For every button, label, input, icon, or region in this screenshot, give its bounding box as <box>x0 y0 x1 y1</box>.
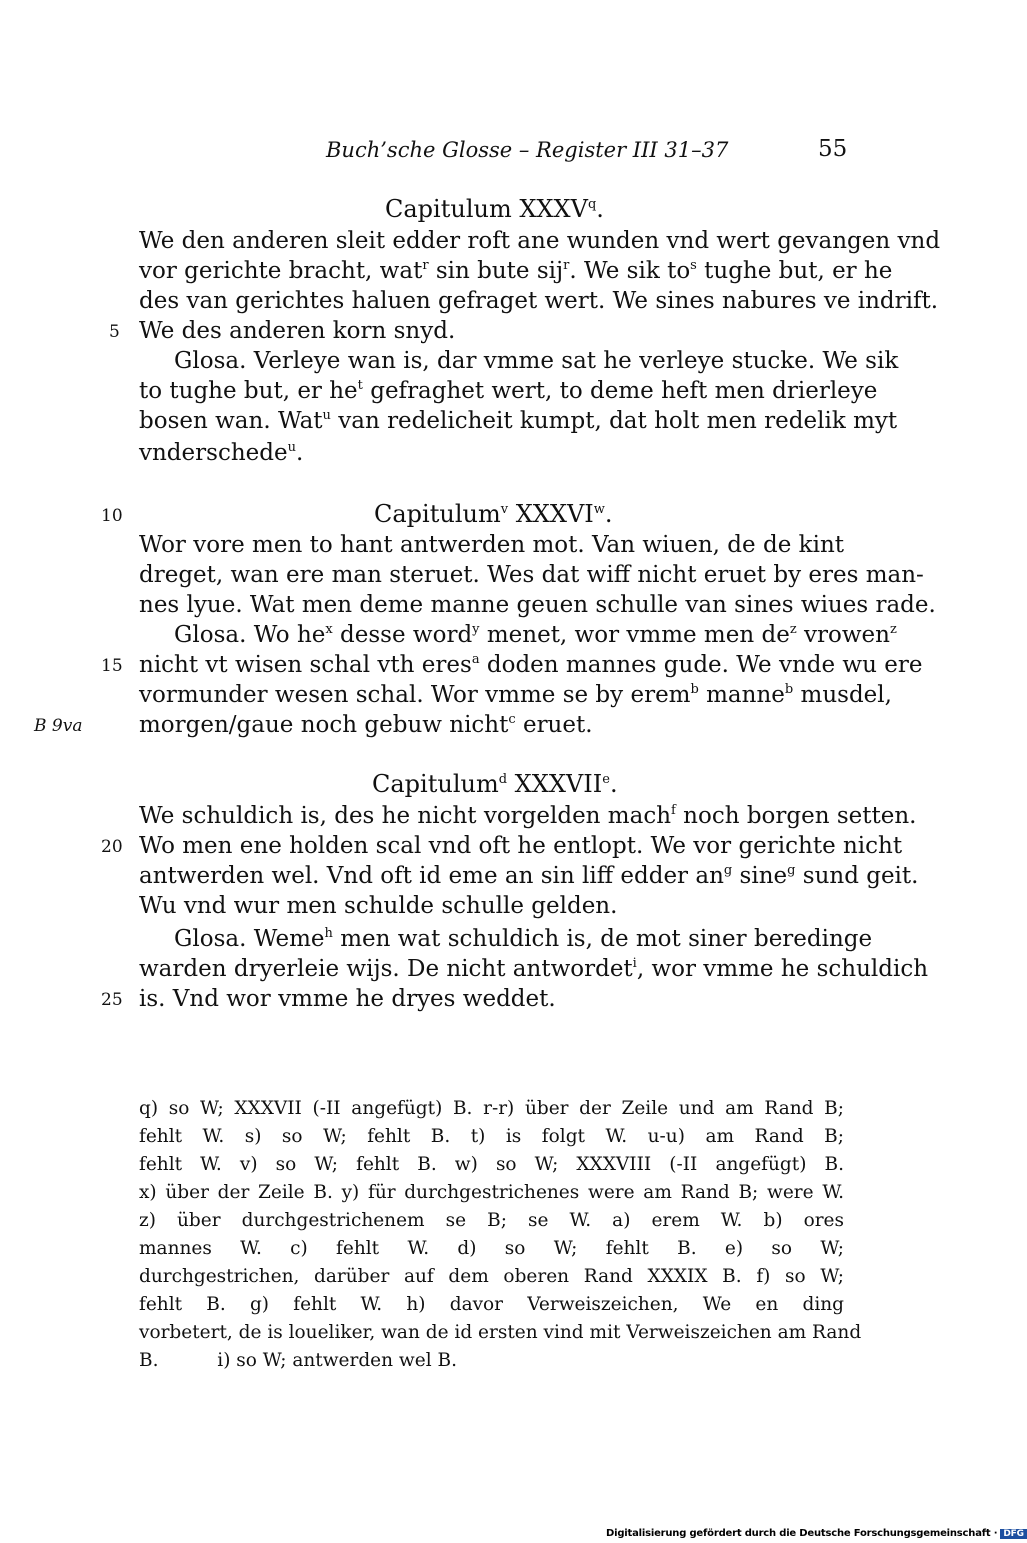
line-number: 25 <box>101 990 123 1010</box>
text-line: We den anderen sleit edder roft ane wunden vnd wert gevangen vnd <box>139 228 941 254</box>
dfg-logo: DFG <box>1000 1529 1026 1539</box>
chapter-heading: Capitulum$^v$ XXXVI$^w$. <box>374 500 613 528</box>
footnote-line: q) so W; XXXVII (-II angefügt) B. r-r) über der Zeile und am Rand B; <box>139 1098 844 1119</box>
text-line: warden dryerleie wijs. De nicht antwordet$^i$, wor vmme he schuldich <box>139 956 929 982</box>
footnote-line: fehlt W. s) so W; fehlt B. t) is folgt W. u-u) am Rand B; <box>139 1126 844 1147</box>
footnote-line: x) über der Zeile B. y) für durchgestrichenes were am Rand B; were W. <box>139 1182 844 1203</box>
text-line: We des anderen korn snyd. <box>139 318 456 344</box>
text-line: Glosa. Verleye wan is, dar vmme sat he verleye stucke. We sik <box>174 348 899 374</box>
text-line: vormunder wesen schal. Wor vmme se by erem$^b$ manne$^b$ musdel, <box>139 682 892 708</box>
page-number: 55 <box>818 136 848 162</box>
line-number: 20 <box>101 837 123 857</box>
chapter-heading: Capitulum$^d$ XXXVIIe. <box>372 770 618 798</box>
text-line: bosen wan. Wat$^u$ van redelicheit kumpt, dat holt men redelik myt <box>139 408 898 434</box>
text-line: dreget, wan ere man steruet. Wes dat wiff nicht eruet by eres man- <box>139 562 924 588</box>
line-number: 15 <box>101 656 123 676</box>
text-line: vnderschede$^u$. <box>139 440 304 466</box>
text-line: is. Vnd wor vmme he dryes weddet. <box>139 986 556 1012</box>
text-line: Glosa. Weme$^h$ men wat schuldich is, de mot siner beredinge <box>174 926 873 952</box>
footnote-line: B. i) so W; antwerden wel B. <box>139 1350 457 1371</box>
text-line: We schuldich is, des he nicht vorgelden mach$^f$ noch borgen setten. <box>139 803 917 829</box>
text-line: Wu vnd wur men schulde schulle gelden. <box>139 893 618 919</box>
text-line: to tughe but, er $he^t$ gefraghet wert, to deme heft men drierleye <box>139 378 878 404</box>
footnote-line: mannes W. c) fehlt W. d) so W; fehlt B. e) so W; <box>139 1238 844 1259</box>
text-line: vor gerichte bracht, wat$^r$ sin bute sij$^r$. We sik $to^s$ tughe but, er he <box>139 258 893 284</box>
footnote-line: fehlt W. v) so W; fehlt B. w) so W; XXXVIII (-II angefügt) B. <box>139 1154 844 1175</box>
text-line: morgen/gaue noch gebuw nicht$^c$ eruet. <box>139 712 593 738</box>
line-number: 5 <box>109 322 120 342</box>
running-header: Buch’sche Glosse – Register III 31–37 <box>326 138 729 162</box>
margin-reference: B 9va <box>34 716 83 736</box>
footnote-line: vorbetert, de is loueliker, wan de id ersten vind mit Verweiszeichen am Rand <box>139 1322 862 1343</box>
line-number: 10 <box>101 506 123 526</box>
chapter-heading: Capitulum XXXV$^q$. <box>385 195 604 223</box>
text-line: Glosa. Wo $he^x$ desse word$^y$ menet, wor vmme men $de^z$ vrowen$^z$ <box>174 622 897 648</box>
text-line: nicht vt wisen schal vth eres$^a$ doden mannes gude. We vnde wu ere <box>139 652 923 678</box>
text-line: Wor vore men to hant antwerden mot. Van wiuen, de de kint <box>139 532 844 558</box>
text-line: antwerden wel. Vnd oft id eme an sin liff edder $an^g$ sine$^g$ sund geit. <box>139 863 919 889</box>
text-line: des van gerichtes haluen gefraget wert. We sines nabures ve indrift. <box>139 288 939 314</box>
footnote-line: z) über durchgestrichenem se B; se W. a) erem W. b) ores <box>139 1210 844 1231</box>
footnote-line: fehlt B. g) fehlt W. h) davor Verweiszeichen, We en ding <box>139 1294 844 1315</box>
text-line: Wo men ene holden scal vnd oft he entlopt. We vor gerichte nicht <box>139 833 903 859</box>
text-line: nes lyue. Wat men deme manne geuen schulle van sines wiues rade. <box>139 592 936 618</box>
footnote-line: durchgestrichen, darüber auf dem oberen Rand XXXIX B. f) so W; <box>139 1266 844 1287</box>
digitization-credit: Digitalisierung gefördert durch die Deutsche Forschungsgemeinschaft · DFG <box>606 1528 1027 1539</box>
